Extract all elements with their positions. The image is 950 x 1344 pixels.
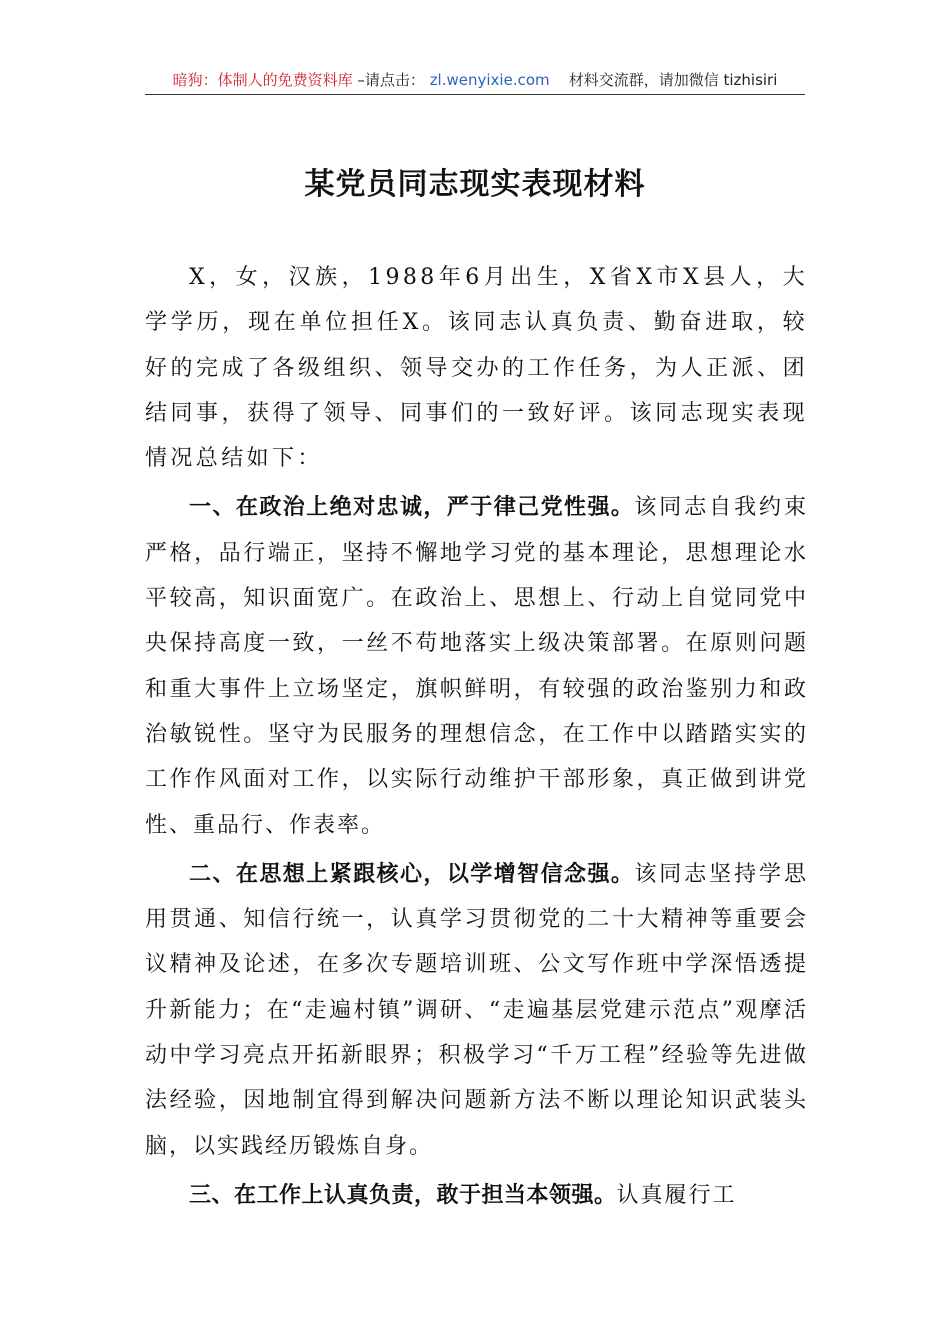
document-title: 某党员同志现实表现材料 <box>304 167 646 202</box>
section-body-2: 该同志坚持学思用贯通、知信行统一，认真学习贯彻党的二十大精神等重要会议精神及论述，在多次专题培训班、公文写作班中学深悟透提升新能力；在“走遍村镇”调研、“走遍基层党建示范点”观摩活动中学习亮点开拓新眼界；积极学习“千万工程”经验等先进做法经验，因地制宜得到解决问题新方法不断以理论知识武装头脑，以实践经历锻炼自身。 <box>145 861 808 1159</box>
section-paragraph-3 <box>145 1173 808 1218</box>
header-divider <box>145 94 805 95</box>
document-body <box>145 255 808 1222</box>
header-group-note: 材料交流群，请加微信 tizhisiri <box>568 71 778 89</box>
section-heading-3: 三、在工作上认真负责，敢于担当本领强。 <box>189 1182 617 1208</box>
section-heading-1: 一、在政治上绝对忠诚，严于律己党性强。 <box>189 495 635 521</box>
page-header <box>145 66 805 94</box>
header-url-link[interactable]: zl.wenyixie.com <box>429 71 550 89</box>
section-paragraph-1 <box>145 485 808 847</box>
intro-paragraph: X，女，汉族，1988年6月出生，X省X市X县人，大学学历，现在单位担任X。该同志认真负责、勤奋进取，较好的完成了各级组织、领导交办的工作任务，为人正派、团结同事，获得了领导、同事们的一致好评。该同志现实表现情况总结如下： <box>145 265 808 472</box>
header-brand: 暗狗：体制人的免费资料库 <box>172 71 353 89</box>
header-click-prompt: –请点击： <box>357 71 425 89</box>
section-heading-2: 二、在思想上紧跟核心，以学增智信念强。 <box>189 861 635 887</box>
section-body-1: 该同志自我约束严格，品行端正，坚持不懈地学习党的基本理论，思想理论水平较高，知识面宽广。在政治上、思想上、行动上自觉同党中央保持高度一致，一丝不苟地落实上级决策部署。在原则问题和重大事件上立场坚定，旗帜鲜明，有较强的政治鉴别力和政治敏锐性。坚守为民服务的理想信念，在工作中以踏踏实实的工作作风面对工作，以实际行动维护干部形象，真正做到讲党性、重品行、作表率。 <box>145 495 808 838</box>
section-paragraph-2 <box>145 852 808 1169</box>
section-body-3: 认真履行工 <box>616 1182 737 1208</box>
